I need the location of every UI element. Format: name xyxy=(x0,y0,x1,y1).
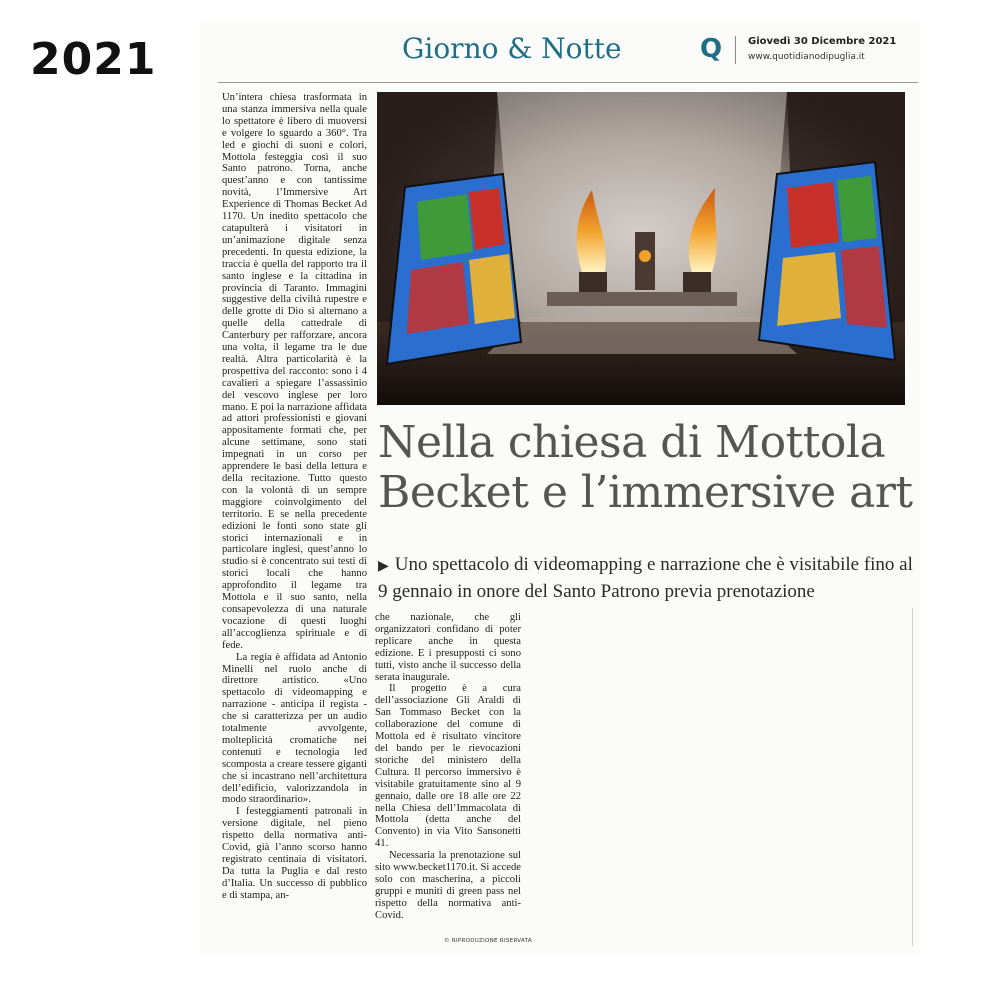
article-headline xyxy=(378,418,918,518)
masthead-divider xyxy=(735,36,736,64)
copyright-credit: © RIPRODUZIONE RISERVATA xyxy=(444,938,532,944)
headline-line: Becket e l’immersive art xyxy=(378,467,913,518)
column-rule xyxy=(912,608,913,946)
article-subhead xyxy=(378,552,918,604)
paragraph: Necessaria la prenotazione sul sito www.becket1170.it. Si accede solo con mascherina, a piccoli gruppi e muniti di green pass nel rispetto della normativa anti-Covid. xyxy=(375,850,521,921)
year-label: 2021 xyxy=(30,34,157,85)
paragraph: Il progetto è a cura dell’associazione Gli Araldi di San Tommaso Becket con la collaborazione del comune di Mottola ed è risultato vincitore del bando per le rievocazioni storiche del ministero della Cultura. Il percorso immersivo è visitabile gratuitamente sino al 9 gennaio, dalle ore 18 alle ore 22 nella Chiesa dell’Immacolata di Mottola (detta anche del Convento) in via Vito Sansonetti 41. xyxy=(375,683,521,850)
issue-date: Giovedì 30 Dicembre 2021 xyxy=(748,36,897,47)
triangle-marker-icon: ▶ xyxy=(378,559,389,574)
newspaper-website: www.quotidianodipuglia.it xyxy=(748,52,865,62)
section-title: Giorno & Notte xyxy=(402,32,622,65)
paragraph: Un’intera chiesa trasformata in una stanza immersiva nella quale lo spettatore è libero di muoversi e volgere lo sguardo a 360°. Tra led e giochi di suoni e colori, Mottola festeggia così il suo Santo patrono. Torna, anche quest’anno e con tantissime novità, l’Immersive Art Experience di Thomas Becket Ad 1170. Un inedito spettacolo che catapulterà i visitatori in un’animazione digitale senza precedenti. In questa edizione, la traccia è quella del rapporto tra il santo inglese e la cittadina in provincia di Taranto. Immagini suggestive della civiltà rupestre e delle grotte di Dio si alternano a quelle della cattedrale di Canterbury per rafforzare, ancora una volta, il legame tra le due realtà. Altra particolarità è la prospettiva del racconto: sono i 4 cavalieri a spiegare l’assassinio del vescovo inglese per loro mano. E poi la narrazione affidata ad attori professionisti e giovani appositamente formati che, per alcune settimane, sono stati impegnati in un corso per apprendere le basi della lettura e della recitazione. Tutto questo con la volontà di un sempre maggiore coinvolgimento del territorio. E se nella precedente edizioni le fonti sono state gli storici internazionali e in particolare inglesi, quest’anno lo studio si è concentrato sui testi di storici locali che hanno approfondito il legame tra Mottola e il suo santo, nella consapevolezza di una naturale vocazione di questi luoghi all’accoglienza spirituale e di fede. xyxy=(222,92,367,651)
article-column-1 xyxy=(222,92,367,947)
masthead xyxy=(202,32,897,72)
paragraph: La regia è affidata ad Antonio Minelli nel ruolo anche di direttore artistico. «Uno spettacolo di videomapping e narrazione - anticipa il regista - che si caratterizza per un audio totalmente avvolgente, molteplicità cromatiche nei contenuti e tecnologia led scomposta a creare tessere giganti che si incastrano nell’architettura dell’edificio, valorizzandola in modo straordinario». xyxy=(222,651,367,806)
headline-line: Nella chiesa di Mottola xyxy=(378,417,886,468)
article-column-2 xyxy=(375,612,521,937)
masthead-rule xyxy=(218,82,918,83)
subhead-text: Uno spettacolo di videomapping e narrazione che è visitabile fino al 9 gennaio in onore del Santo Patrono previa prenotazione xyxy=(378,554,913,602)
paragraph: che nazionale, che gli organizzatori confidano di poter replicare anche in questa edizione. E i presupposti ci sono tutti, visto anche il successo della serata inaugurale. xyxy=(375,612,521,683)
paragraph: I festeggiamenti patronali in versione digitale, nel pieno rispetto della normativa anti-Covid, già l’anno scorso hanno registrato centinaia di visitatori. Da tutta la Puglia e dal resto d’Italia. Un successo di pubblico e di stampa, an- xyxy=(222,806,367,901)
newspaper-logo-icon: Q xyxy=(700,34,723,64)
article-photo xyxy=(377,92,905,405)
